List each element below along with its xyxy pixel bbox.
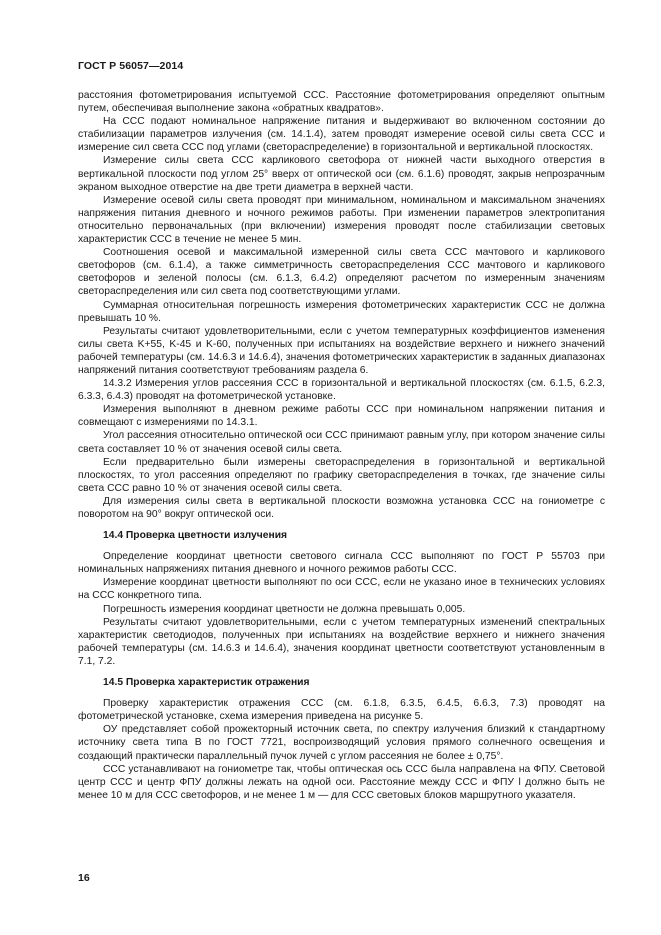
paragraph: 14.3.2 Измерения углов рассеяния ССС в горизонтальной и вертикальной плоскостях (см. 6.1.5, 6.2.3, 6.3.3, 6.4.3) проводят на фотометрической установке. xyxy=(78,378,605,403)
paragraph: Если предварительно были измерены светораспределения в горизонтальной и вертикальной плоскостях, то угол рассеяния определяют по графику светораспределения в точках, где значение силы света ССС равно 10 % от значения осевой силы света. xyxy=(78,456,605,494)
paragraph: Соотношения осевой и максимальной измеренной силы света ССС мачтового и карликового светофоров (см. 6.1.4), а также симметричность светораспределения ССС мачтового и карликового светофоров и зеленой полосы (см. 6.1.3, 6.4.2) определяют расчетом по измеренным значениям светораспределения или сил света под соответствующими углами. xyxy=(78,247,605,298)
paragraph: Измерение осевой силы света проводят при минимальном, номинальном и максимальном значениях напряжения питания дневного и ночного режимов работы. При изменении параметров электропитания относительно первоначальных (при включении) измерения проводят после стабилизации световых характеристик ССС в течение не менее 5 мин. xyxy=(78,194,605,246)
paragraph: ОУ представляет собой прожекторный источник света, по спектру излучения близкий к стандартному источнику света типа В по ГОСТ 7721, воспроизводящий условия прямого солнечного освещения и создающий практически параллельный пучок лучей с углом рассеяния не более ± 0,75°. xyxy=(78,724,605,762)
paragraph: Результаты считают удовлетворительными, если с учетом температурных коэффициентов изменения силы света K+55, K-45 и K-60, полученных при испытаниях на воздействие верхнего и нижнего значений рабочей температуры (см. 14.6.3 и 14.6.4), значения фотометрических характеристик в заданных диапазонах напряжений питания соответствуют требованиям раздела 6. xyxy=(78,325,605,376)
paragraph: Измерение координат цветности выполняют по оси ССС, если не указано иное в технических условиях на ССС конкретного типа. xyxy=(78,577,605,602)
page-body xyxy=(78,89,605,802)
paragraph: Измерения выполняют в дневном режиме работы ССС при номинальном напряжении питания и совмещают с измерениями по 14.3.1. xyxy=(78,404,605,429)
paragraph: расстояния фотометрирования испытуемой ССС. Расстояние фотометрирования определяют опытным путем, обеспечивая выполнение закона «обратных квадратов». xyxy=(78,90,605,115)
section-heading: 14.4 Проверка цветности излучения xyxy=(103,530,288,542)
paragraph: Результаты считают удовлетворительными, если с учетом температурных изменений спектральных характеристик светодиодов, полученных при испытаниях на воздействие верхнего и нижнего значения рабочей температуры (см. 14.6.3 и 14.6.4), значения координат цветности соответствуют установленным в 7.1, 7.2. xyxy=(78,616,605,667)
paragraph: Для измерения силы света в вертикальной плоскости возможна установка ССС на гониометре с поворотом на 90° вокруг оптической оси. xyxy=(78,495,605,520)
page-number: 16 xyxy=(78,872,90,884)
paragraph: Погрешность измерения координат цветности не должна превышать 0,005. xyxy=(103,603,466,615)
page-header: ГОСТ Р 56057—2014 xyxy=(78,60,184,72)
paragraph: Угол рассеяния относительно оптической оси ССС принимают равным углу, при котором значение силы света составляет 10 % от значения осевой силы света. xyxy=(78,430,605,455)
paragraph: ССС устанавливают на гониометре так, чтобы оптическая ось ССС была направлена на ФПУ. Световой центр ССС и центр ФПУ должны лежать на одной оси. Расстояние между ССС и ФПУ l должно быть не менее 10 м для ССС светофоров, и не менее 1 м — для ССС световых блоков маршрутного указателя. xyxy=(78,763,605,801)
paragraph: Определение координат цветности светового сигнала ССС выполняют по ГОСТ Р 55703 при номинальных напряжениях питания дневного и ночного режимов работы ССС. xyxy=(78,551,605,576)
paragraph: На ССС подают номинальное напряжение питания и выдерживают во включенном состоянии до стабилизации параметров излучения (см. 14.1.4), затем проводят измерение осевой силы света ССС и измерение сил света ССС под углами (светораспределение) в горизонтальной и вертикальной плоскостях. xyxy=(78,116,605,154)
section-heading: 14.5 Проверка характеристик отражения xyxy=(103,677,310,689)
paragraph: Проверку характеристик отражения ССС (см. 6.1.8, 6.3.5, 6.4.5, 6.6.3, 7.3) проводят на фотометрической установке, схема измерения приведена на рисунке 5. xyxy=(78,698,605,723)
paragraph: Суммарная относительная погрешность измерения фотометрических характеристик ССС не должна превышать 10 %. xyxy=(78,299,605,324)
paragraph: Измерение силы света ССС карликового светофора от нижней части выходного отверстия в вертикальной плоскости под углом 25° вверх от оптической оси (см. 6.1.6) проводят, закрыв непрозрачным экраном выходное отверстие на две трети диаметра в верхней части. xyxy=(78,155,605,193)
